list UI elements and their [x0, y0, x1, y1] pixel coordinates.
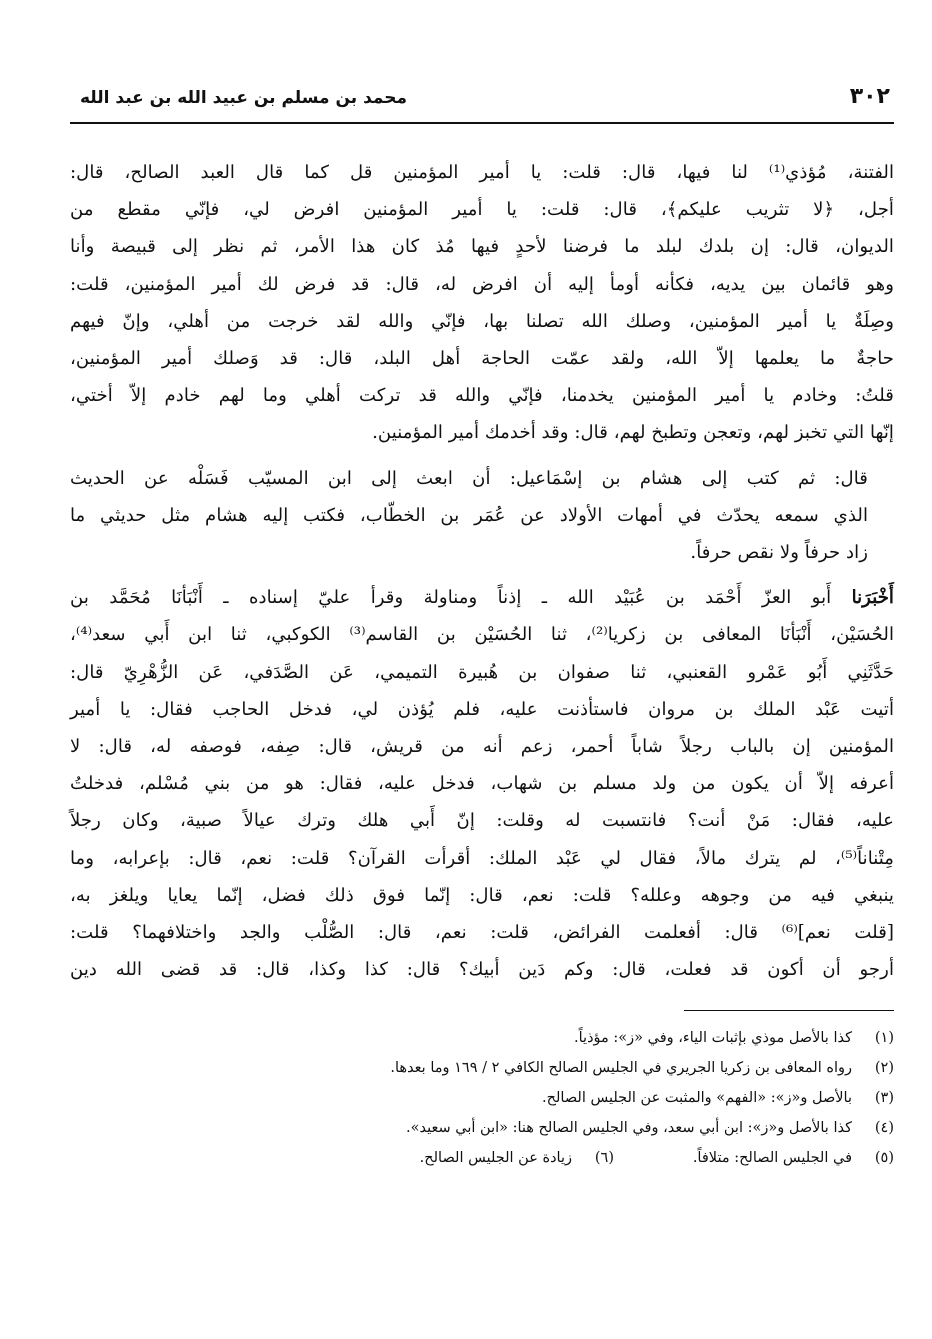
footnote-number: (٤) — [874, 1120, 894, 1137]
page-number: ٣٠٢ — [849, 84, 890, 109]
akhbarana-lead: أَخْبَرَنا — [851, 587, 894, 609]
text-line: الديوان، قال: إن بلدك لبلد ما فرضنا لأحدٍ فيها مُذ كان هذا الأمر، ثم نظر إلى قبيصة وأنا — [70, 236, 894, 258]
text-line: [قلت نعم]⁽⁶⁾ قال: أفعلمت الفرائض، قلت: نعم، قال: الصُّلْب والجد واختلافهما؟ قلت: — [70, 922, 894, 944]
book-page — [70, 70, 894, 1309]
text-line: المؤمنين إن بالباب رجلاً شاباً أحمر، زعم أنه من قريش، قال: صِفه، فوصفه له، قال: لا — [70, 736, 894, 758]
paragraph-3 — [70, 579, 894, 988]
footnote-text: بالأصل و«ز»: «الفهم» والمثبت عن الجليس الصالح. — [542, 1090, 852, 1107]
text-line: أرجو أن أكون قد فعلت، قال: وكم دَين أبيك؟ قال: كذا وكذا، قال: قد قضى الله دين — [70, 959, 894, 981]
footnote-text: رواه المعافى بن زكريا الجريري في الجليس الصالح الكافي ٢ / ١٦٩ وما بعدها. — [390, 1060, 852, 1077]
text-line: زاد حرفاً ولا نقص حرفاً. — [690, 542, 868, 564]
text-line: قلتُ: وخادم يا أمير المؤمنين يخدمنا، فإنّي والله قد تركت أهلي وما لهم خادم إلاّ أختي، — [70, 385, 894, 407]
footnote-number: (٦) — [594, 1150, 614, 1167]
footnote-number: (٢) — [874, 1060, 894, 1077]
text-line: حاجةٌ ما يعلمها إلاّ الله، ولقد عمّت الحاجة أهل البلد، قال: قد وَصلك أمير المؤمنين، — [70, 348, 894, 370]
footnote-number: (٥) — [874, 1150, 894, 1167]
text-line: عليه، فقال: مَنْ أنت؟ فانتسبت له وقلت: إنّ أَبي هلك وترك عيالاً صبية، وكان رجلاً — [70, 810, 894, 832]
text-line: الذي سمعه يحدّث في أمهات الأولاد عن عُمَر بن الخطّاب، فكتب إليه هشام مثل حديثي ما — [70, 504, 868, 526]
footnote — [70, 1083, 894, 1113]
text-line: أعرفه إلاّ أن يكون من ولد مسلم بن شهاب، فدخل عليه، فقال: هو من بني مُسْلم، فدخلتُ — [70, 773, 894, 795]
footnote — [70, 1053, 894, 1083]
footnote-text: زيادة عن الجليس الصالح. — [419, 1150, 572, 1167]
text-line — [70, 579, 894, 616]
text-line: حَدَّثَنِي أَبُو عَمْرو القعنبي، ثنا صفوان بن هُبيرة التميمي، عَن الصَّدَفي، عَن الزُّهْرِيّ قال: — [70, 661, 894, 683]
main-text — [70, 154, 894, 988]
footnotes — [70, 1023, 894, 1173]
running-title: محمد بن مسلم بن عبيد الله بن عبد الله — [80, 88, 408, 108]
paragraph-2 — [70, 460, 894, 572]
text-line: وهو قائمان بين يديه، فكأنه أومأ إليه أن افرض له، قال: قد فرض لك أمير المؤمنين، قلت: — [70, 273, 894, 295]
footnote — [70, 1113, 894, 1143]
text-line: أتيت عَبْد الملك بن مروان فاستأذنت عليه، فلم يُؤذن لي، فدخل الحاجب فقال: يا أمير — [70, 698, 894, 720]
footnote-number: (١) — [874, 1030, 894, 1047]
footnote — [614, 1143, 894, 1173]
footnote-divider — [684, 1010, 894, 1011]
footnote-text: في الجليس الصالح: متلافاً. — [692, 1150, 852, 1167]
text-line: أجل، ﴿لا تثريب عليكم﴾، قال: قلت: يا أمير المؤمنين افرض لي، فإنّي مقطع من — [70, 199, 894, 221]
text-line: وصِلَةٌ يا أمير المؤمنين، وصلك الله تصلنا بها، فإنّي والله لقد خرجت من أهلي، وإنّ فيهم — [70, 310, 894, 332]
footnote — [70, 1023, 894, 1053]
footnote — [334, 1143, 614, 1173]
footnote-number: (٣) — [874, 1090, 894, 1107]
paragraph-1 — [70, 154, 894, 452]
text-fragment: أَبو العزّ أَحْمَد بن عُبَيْد الله ـ إذناً ومناولة وقرأ عليّ إسناده ـ أَنْبَأنَا مُحَمَّد بن — [70, 587, 852, 609]
footnote-text: كذا بالأصل و«ز»: ابن أبي سعد، وفي الجليس الصالح هنا: «ابن أبي سعيد». — [406, 1120, 852, 1137]
text-line: الحُسَيْن، أَنْبَأنَا المعافى بن زكريا⁽²⁾، ثنا الحُسَيْن بن القاسم⁽³⁾ الكوكبي، ثنا ابن أَبي سعد⁽⁴⁾، — [70, 624, 894, 646]
running-header — [70, 70, 894, 124]
footnote-text: كذا بالأصل موذي بإثبات الياء، وفي «ز»: مؤذياً. — [574, 1030, 852, 1047]
text-line: إنّها التي تخبز لهم، وتعجن وتطبخ لهم، قال: وقد أخدمك أمير المؤمنين. — [372, 422, 894, 444]
text-line: مِتْناناً⁽⁵⁾، لم يترك مالاً، فقال لي عَبْد الملك: أقرأت القرآن؟ قلت: نعم، قال: بإعرابه، وما — [70, 847, 894, 869]
text-line: الفتنة، مُؤذي⁽¹⁾ لنا فيها، قال: قلت: يا أمير المؤمنين قل كما قال العبد الصالح، قال: — [70, 162, 894, 183]
text-line: قال: ثم كتب إلى هشام بن إسْمَاعيل: أن ابعث إلى ابن المسيّب فَسَلْه عن الحديث — [70, 467, 868, 489]
footnote-pair — [70, 1143, 894, 1173]
text-line: ينبغي فيه من وجوهه وعلله؟ قلت: نعم، قال: إنّما فوق ذلك فضل، إنّما يعايا ويلغز به، — [70, 884, 894, 906]
